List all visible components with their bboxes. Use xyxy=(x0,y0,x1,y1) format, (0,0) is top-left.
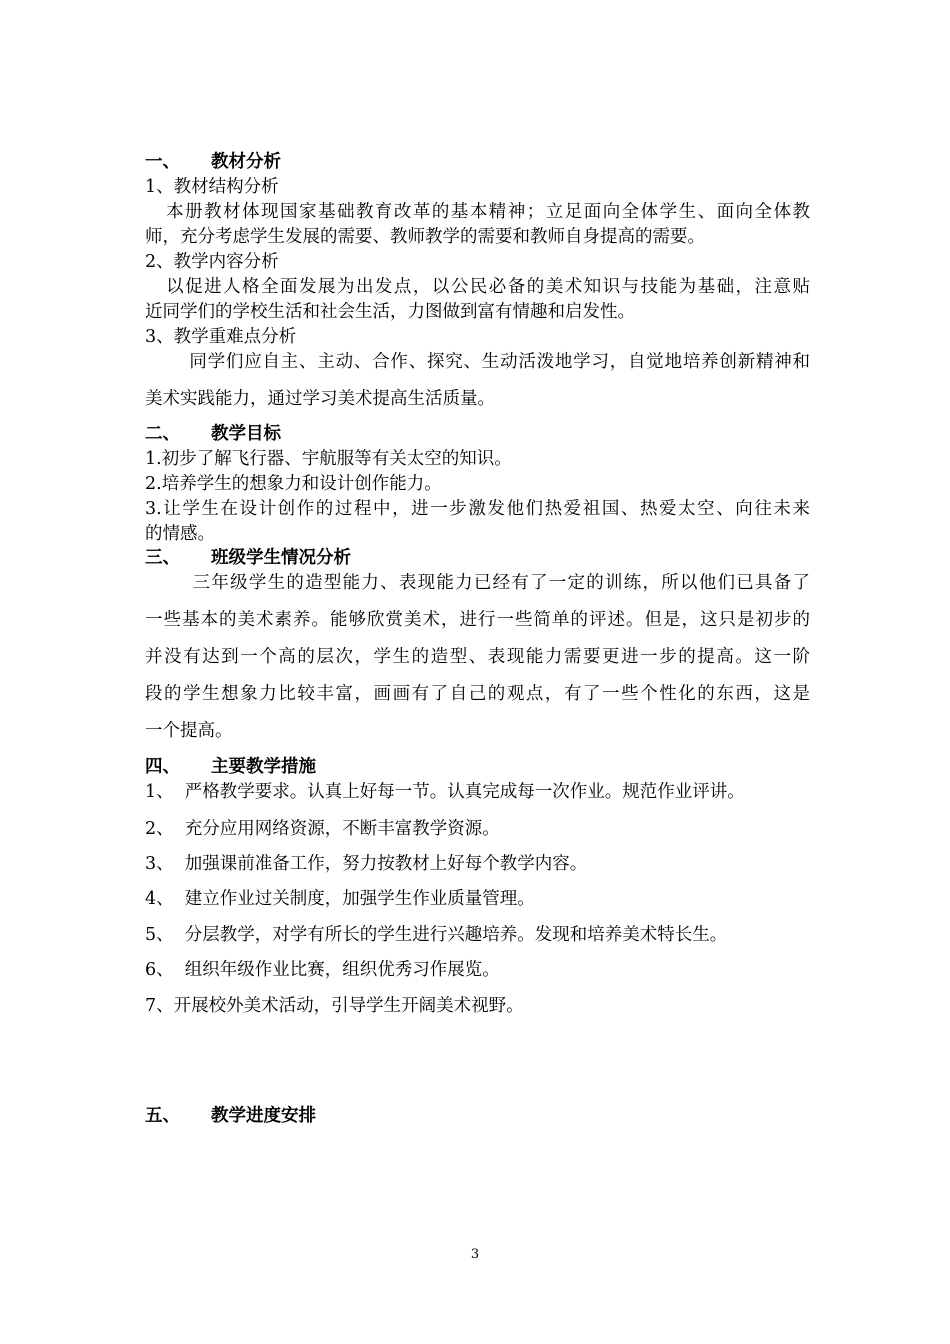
section-heading-teaching-measures xyxy=(145,755,810,779)
heading-number: 二、 xyxy=(145,424,180,444)
section-heading-textbook-analysis xyxy=(145,150,810,174)
paragraph-line: 一些基本的美术素养。能够欣赏美术，进行一些简单的评述。但是，这只是初步的 xyxy=(145,610,810,630)
paragraph-line: 本册教材体现国家基础教育改革的基本精神；立足面向全体学生、面向全体教 xyxy=(145,202,810,222)
paragraph-line: 师，充分考虑学生发展的需要、教师教学的需要和教师自身提高的需要。 xyxy=(145,227,705,247)
paragraph-line: 以促进人格全面发展为出发点，以公民必备的美术知识与技能为基础，注意贴 xyxy=(145,277,810,297)
measure-item: 4、 建立作业过关制度，加强学生作业质量管理。 xyxy=(145,889,535,909)
subheading-key-points-analysis: 3、教学重难点分析 xyxy=(145,327,297,347)
heading-text: 主要教学措施 xyxy=(211,757,316,777)
paragraph-line: 同学们应自主、主动、合作、探究、生动活泼地学习，自觉地培养创新精神和 xyxy=(145,352,810,372)
goal-item: 1.初步了解飞行器、宇航服等有关太空的知识。 xyxy=(145,449,512,469)
measure-item: 7、开展校外美术活动，引导学生开阔美术视野。 xyxy=(145,996,524,1016)
heading-number: 三、 xyxy=(145,548,180,568)
paragraph-line: 段的学生想象力比较丰富，画画有了自己的观点，有了一些个性化的东西，这是 xyxy=(145,684,810,704)
heading-text: 教学进度安排 xyxy=(211,1106,316,1126)
subheading-content-analysis: 2、教学内容分析 xyxy=(145,252,279,272)
paragraph-line: 美术实践能力，通过学习美术提高生活质量。 xyxy=(145,389,495,409)
goal-item: 2.培养学生的想象力和设计创作能力。 xyxy=(145,474,442,494)
measure-item: 1、 严格教学要求。认真上好每一节。认真完成每一次作业。规范作业评讲。 xyxy=(145,782,745,802)
paragraph-line: 近同学们的学校生活和社会生活，力图做到富有情趣和启发性。 xyxy=(145,302,635,322)
heading-number: 五、 xyxy=(145,1106,180,1126)
heading-text: 教学目标 xyxy=(211,424,281,444)
paragraph-line: 并没有达到一个高的层次，学生的造型、表现能力需要更进一步的提高。这一阶 xyxy=(145,647,810,667)
section-heading-class-analysis xyxy=(145,546,810,570)
page-number: 3 xyxy=(470,1247,480,1262)
paragraph-line: 三年级学生的造型能力、表现能力已经有了一定的训练，所以他们已具备了 xyxy=(145,573,810,593)
subheading-structure-analysis: 1、教材结构分析 xyxy=(145,177,279,197)
measure-item: 6、 组织年级作业比赛，组织优秀习作展览。 xyxy=(145,960,500,980)
heading-text: 教材分析 xyxy=(211,152,281,172)
measure-item: 3、 加强课前准备工作，努力按教材上好每个教学内容。 xyxy=(145,854,588,874)
measure-item: 5、 分层教学，对学有所长的学生进行兴趣培养。发现和培养美术特长生。 xyxy=(145,925,728,945)
measure-item: 2、 充分应用网络资源，不断丰富教学资源。 xyxy=(145,819,500,839)
heading-number: 四、 xyxy=(145,757,180,777)
paragraph-line: 一个提高。 xyxy=(145,721,233,741)
section-heading-schedule xyxy=(145,1104,810,1128)
heading-text: 班级学生情况分析 xyxy=(211,548,351,568)
heading-number: 一、 xyxy=(145,152,180,172)
section-heading-teaching-goals xyxy=(145,422,810,446)
goal-item: 3.让学生在设计创作的过程中，进一步激发他们热爱祖国、热爱太空、向往未来 xyxy=(145,499,810,519)
goal-item-continuation: 的情感。 xyxy=(145,524,215,544)
